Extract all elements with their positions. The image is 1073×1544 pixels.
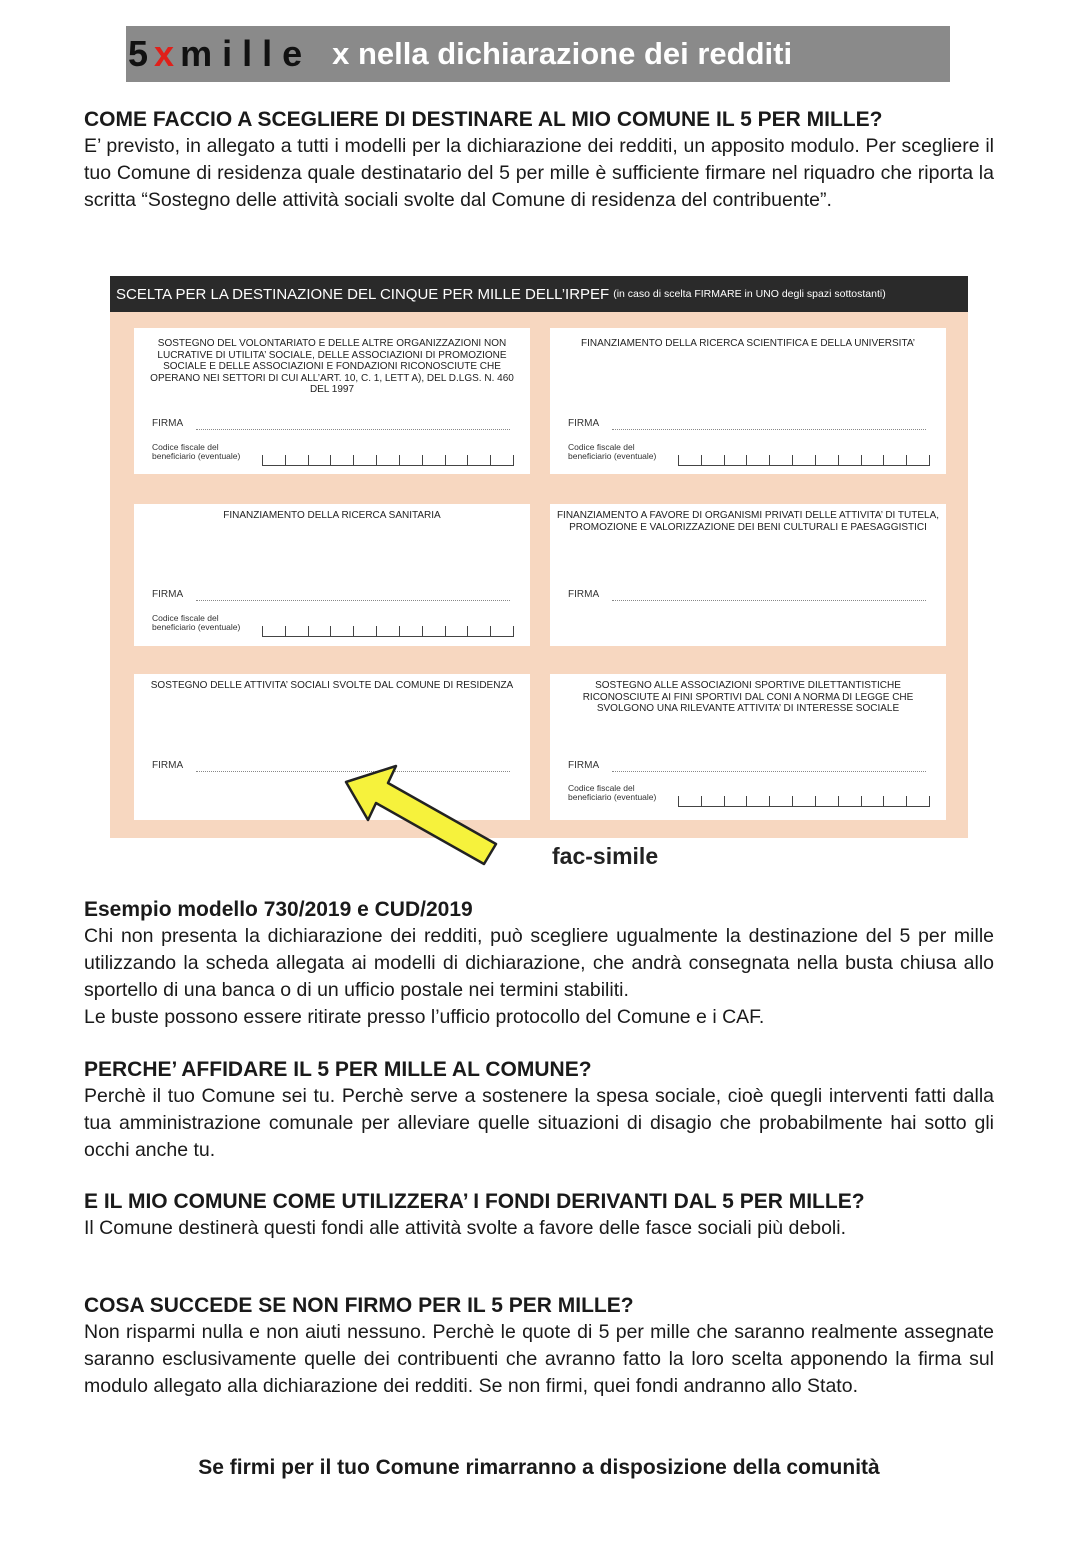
cf-label: Codice fiscale del beneficiario (eventuale) <box>568 442 657 461</box>
arrow-shape <box>346 766 496 864</box>
box-title: SOSTEGNO DELLE ATTIVITA’ SOCIALI SVOLTE DAL COMUNE DI RESIDENZA <box>150 680 514 691</box>
firma-field[interactable] <box>152 589 510 603</box>
section-no-signature <box>84 1292 994 1400</box>
cf-cells <box>678 790 930 807</box>
firma-field[interactable] <box>568 589 926 603</box>
section-body: Il Comune destinerà questi fondi alle attività svolte a favore delle fasce sociali più deboli. <box>84 1217 847 1239</box>
section-heading: PERCHE’ AFFIDARE IL 5 PER MILLE AL COMUNE? <box>84 1058 592 1081</box>
box-title: FINANZIAMENTO DELLA RICERCA SCIENTIFICA E DELLA UNIVERSITA’ <box>581 338 915 349</box>
banner-five: 5 <box>128 33 149 74</box>
choice-box-ricerca-sanitaria <box>134 504 530 646</box>
form-header-bar <box>110 276 968 312</box>
choice-box-volontariato <box>134 328 530 474</box>
firma-field[interactable] <box>568 760 926 774</box>
firma-label: FIRMA <box>152 760 184 771</box>
section-body-2: Le buste possono essere ritirate presso l’ufficio protocollo del Comune e i CAF. <box>84 1006 765 1028</box>
cf-label: Codice fiscale del beneficiario (eventuale) <box>568 783 657 802</box>
section-why-comune <box>84 1056 994 1164</box>
cf-cells <box>262 449 514 466</box>
cf-cells <box>262 620 514 637</box>
firma-label: FIRMA <box>568 760 600 771</box>
form-bar-note: (in caso di scelta FIRMARE in UNO degli spazi sottostanti) <box>613 288 886 300</box>
section-body: Non risparmi nulla e non aiuti nessuno. Perchè le quote di 5 per mille che saranno realmente assegnate saranno esclusivamente quelle dei contribuenti che avranno fatto la loro scelta apponendo la firma sul modulo allegato alla dichiarazione dei redditi. Se non firmi, quei fondi andranno allo Stato. <box>84 1321 994 1397</box>
firma-line <box>612 600 926 601</box>
box-title: FINANZIAMENTO DELLA RICERCA SANITARIA <box>223 510 441 521</box>
facsimile-caption: fac-simile <box>552 843 659 869</box>
cf-cells <box>678 449 930 466</box>
choice-box-ricerca-scientifica <box>550 328 946 474</box>
box-title: SOSTEGNO ALLE ASSOCIAZIONI SPORTIVE DILETTANTISTICHE RICONOSCIUTE AI FINI SPORTIVI DAL CONI A NORMA DI LEGGE CHE SVOLGONO UNA RILEVANTE ATTIVITA’ DI INTERESSE SOCIALE <box>582 680 914 714</box>
title-banner <box>126 26 950 82</box>
firma-line <box>612 429 926 430</box>
firma-label: FIRMA <box>152 589 184 600</box>
firma-label: FIRMA <box>152 418 184 429</box>
section-heading: COME FACCIO A SCEGLIERE DI DESTINARE AL MIO COMUNE IL 5 PER MILLE? <box>84 108 883 131</box>
section-body: E’ previsto, in allegato a tutti i modelli per la dichiarazione dei redditi, un apposito modulo. Per scegliere il tuo Comune di residenza quale destinatario del 5 per mille è sufficiente firmare nel riquadro che riporta la scritta “Sostegno delle attività sociali svolte dal Comune di residenza del contribuente”. <box>84 135 994 211</box>
firma-label: FIRMA <box>568 418 600 429</box>
box-title: SOSTEGNO DEL VOLONTARIATO E DELLE ALTRE ORGANIZZAZIONI NON LUCRATIVE DI UTILITA’ SOCIALE, DELLE ASSOCIAZIONI DI PROMOZIONE SOCIALE E DELLE ASSOCIAZIONI E FONDAZIONI RICONOSCIUTE CHE OPERANO NEI SETTORI DI CUI ALL’ART. 10, C. 1, LETT A), DEL D.LGS. N. 460 DEL 1997 <box>150 338 514 395</box>
section-example <box>84 896 994 1031</box>
firma-line <box>196 600 510 601</box>
firma-line <box>612 771 926 772</box>
section-body: Chi non presenta la dichiarazione dei redditi, può scegliere ugualmente la destinazione del 5 per mille utilizzando la scheda allegata ai modelli di dichiarazione, che andrà consegnata nella busta chiusa allo sportello di una banca o di un ufficio postale nei termini stabiliti. <box>84 925 994 1001</box>
firma-field[interactable] <box>152 418 510 432</box>
form-facsimile <box>110 276 968 838</box>
yellow-arrow-icon <box>340 762 502 870</box>
firma-line <box>196 429 510 430</box>
codice-fiscale-field[interactable] <box>568 443 930 467</box>
codice-fiscale-field[interactable] <box>152 443 514 467</box>
section-funds-use <box>84 1188 994 1242</box>
banner-x: x <box>154 33 175 74</box>
box-title: FINANZIAMENTO A FAVORE DI ORGANISMI PRIVATI DELLE ATTIVITA’ DI TUTELA, PROMOZIONE E VALORIZZAZIONE DEI BENI CULTURALI E PAESAGGISTICI <box>556 510 940 533</box>
firma-field[interactable] <box>568 418 926 432</box>
form-bar-title: SCELTA PER LA DESTINAZIONE DEL CINQUE PER MILLE DELL’IRPEF <box>116 285 610 303</box>
cf-label: Codice fiscale del beneficiario (eventuale) <box>152 613 241 632</box>
choice-box-sportive <box>550 674 946 820</box>
firma-label: FIRMA <box>568 589 600 600</box>
cf-label: Codice fiscale del beneficiario (eventuale) <box>152 442 241 461</box>
section-heading: COSA SUCCEDE SE NON FIRMO PER IL 5 PER MILLE? <box>84 1294 634 1317</box>
section-body: Perchè il tuo Comune sei tu. Perchè serve a sostenere la spesa sociale, cioè quegli interventi fatti dalla tua amministrazione comunale per alleviare quelle situazioni di disagio che probabilmente hai sotto gli occhi anche tu. <box>84 1085 994 1161</box>
choice-box-beni-culturali <box>550 504 946 646</box>
banner-subtitle: x nella dichiarazione dei redditi <box>332 36 793 71</box>
section-heading: E IL MIO COMUNE COME UTILIZZERA’ I FONDI DERIVANTI DAL 5 PER MILLE? <box>84 1190 865 1213</box>
section-how-to-choose <box>84 106 994 214</box>
banner-mille: mille <box>180 33 313 74</box>
codice-fiscale-field[interactable] <box>568 784 930 808</box>
codice-fiscale-field[interactable] <box>152 614 514 638</box>
closing-statement: Se firmi per il tuo Comune rimarranno a disposizione della comunità <box>198 1456 880 1479</box>
section-heading: Esempio modello 730/2019 e CUD/2019 <box>84 898 473 921</box>
